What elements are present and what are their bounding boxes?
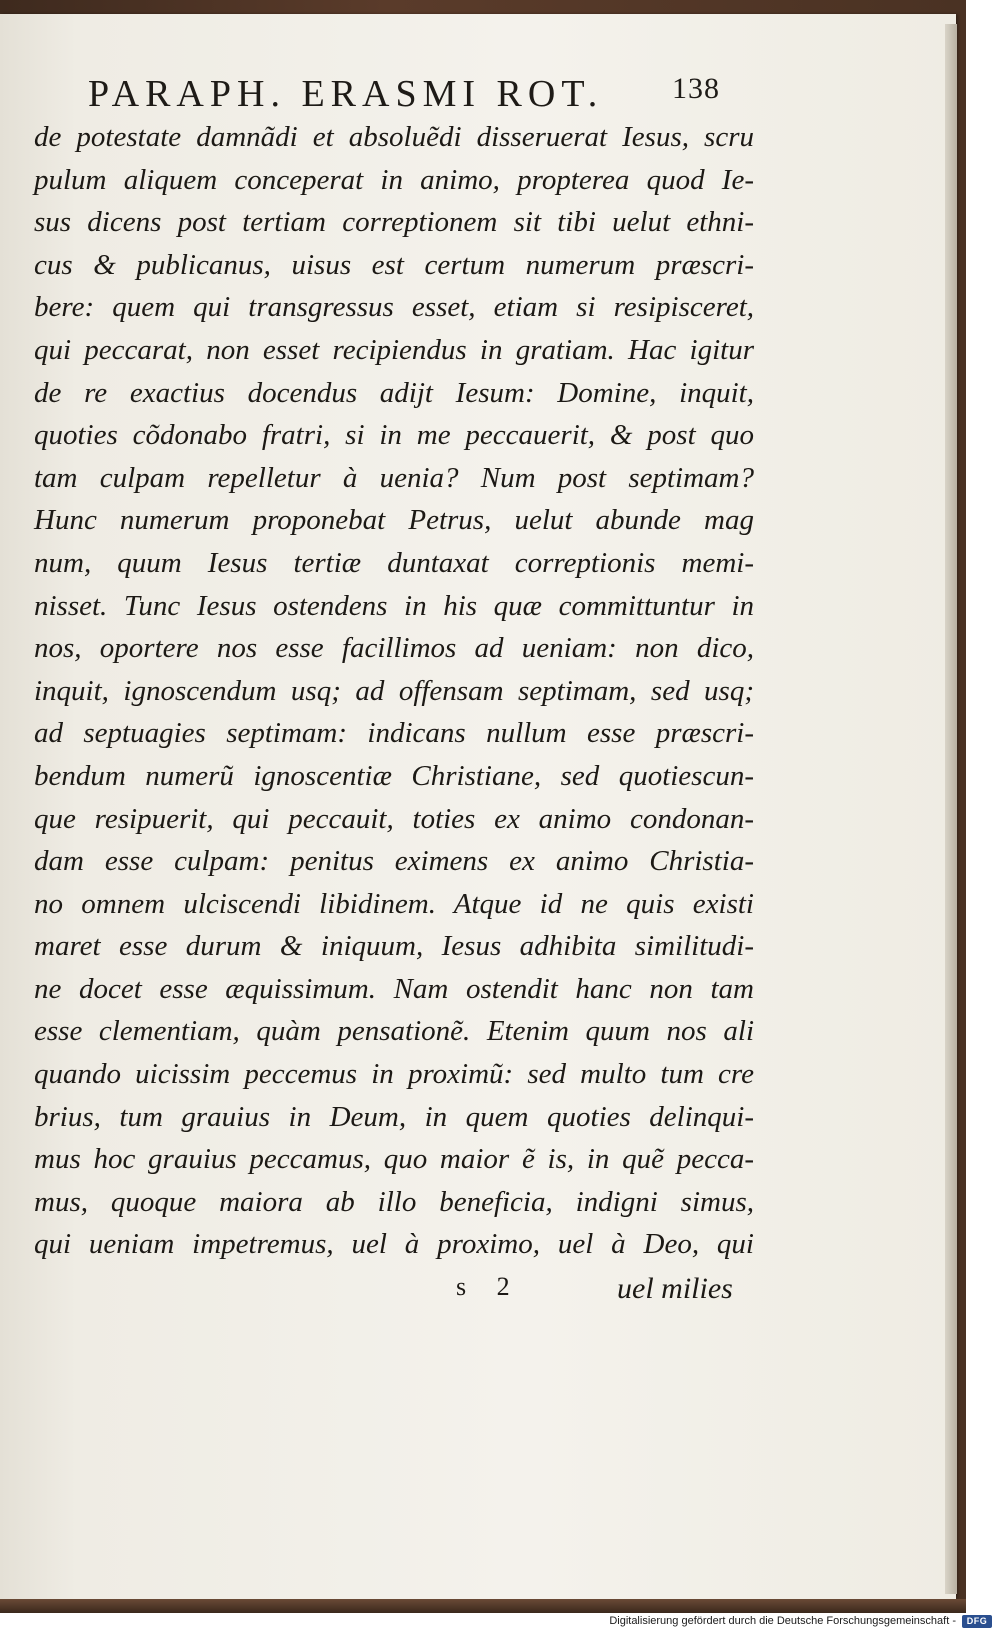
text-line: ad septuagies septimam: indicans nullum esse præscri- — [34, 717, 754, 750]
text-line: Hunc numerum proponebat Petrus, uelut abunde mag — [34, 504, 754, 537]
text-line: que resipuerit, qui peccauit, toties ex animo condonan- — [34, 802, 754, 835]
running-head: PARAPH. ERASMI ROT. — [88, 73, 604, 115]
text-line: ne docet esse æquissimum. Nam ostendit hanc non tam — [34, 972, 754, 1005]
page-number: 138 — [672, 72, 720, 105]
text-line: mus, quoque maiora ab illo beneficia, indigni simus, — [34, 1185, 754, 1218]
binding-bottom-edge — [0, 1599, 966, 1613]
text-line: nisset. Tunc Iesus ostendens in his quæ committuntur in — [34, 589, 754, 622]
text-line: dam esse culpam: penitus eximens ex animo Christia- — [34, 845, 754, 878]
text-line: cus & publicanus, uisus est certum numerum præscri- — [34, 248, 754, 281]
page-footer — [0, 1272, 956, 1312]
text-line: no omnem ulciscendi libidinem. Atque id ne quis existi — [34, 887, 754, 920]
text-line: inquit, ignoscendum usq; ad offensam septimam, sed usq; — [34, 674, 754, 707]
text-line: qui ueniam impetremus, uel à proximo, uel à Deo, qui — [34, 1228, 754, 1261]
text-line: quando uicissim peccemus in proximũ: sed multo tum cre — [34, 1058, 754, 1091]
text-line: mus hoc grauius peccamus, quo maior ẽ is, in quẽ pecca- — [34, 1143, 754, 1176]
text-line: de potestate damnãdi et absoluẽdi disseruerat Iesus, scru — [34, 121, 754, 153]
signature-mark: s 2 — [456, 1272, 522, 1301]
text-line: quoties cõdonabo fratri, si in me peccauerit, & post quo — [34, 419, 754, 452]
text-line: brius, tum grauius in Deum, in quem quoties delinqui- — [34, 1100, 754, 1133]
text-line: esse clementiam, quàm pensationẽ. Etenim quum nos ali — [34, 1015, 754, 1048]
text-line: bere: quem qui transgressus esset, etiam si resipisceret, — [34, 291, 754, 324]
book-page — [0, 14, 956, 1599]
text-line: sus dicens post tertiam correptionem sit tibi uelut ethni- — [34, 206, 754, 239]
text-line: qui peccarat, non esset recipiendus in gratiam. Hac igitur — [34, 333, 754, 366]
text-line: bendum numerũ ignoscentiæ Christiane, sed quotiescun- — [34, 759, 754, 792]
dfg-logo-icon: DFG — [962, 1615, 992, 1628]
funding-credit: Digitalisierung gefördert durch die Deutsche Forschungsgemeinschaft - — [609, 1615, 956, 1627]
text-line: num, quum Iesus tertiæ duntaxat correptionis memi- — [34, 546, 754, 579]
text-line: maret esse durum & iniquum, Iesus adhibita similitudi- — [34, 930, 754, 963]
text-line: nos, oportere nos esse facillimos ad ueniam: non dico, — [34, 632, 754, 665]
page-edge — [945, 24, 957, 1594]
text-line: pulum aliquem conceperat in animo, propterea quod Ie- — [34, 163, 754, 196]
body-text — [34, 116, 754, 1266]
text-line: de re exactius docendus adijt Iesum: Domine, inquit, — [34, 376, 754, 409]
text-line: tam culpam repelletur à uenia? Num post septimam? — [34, 461, 754, 494]
catchword: uel milies — [617, 1272, 733, 1305]
